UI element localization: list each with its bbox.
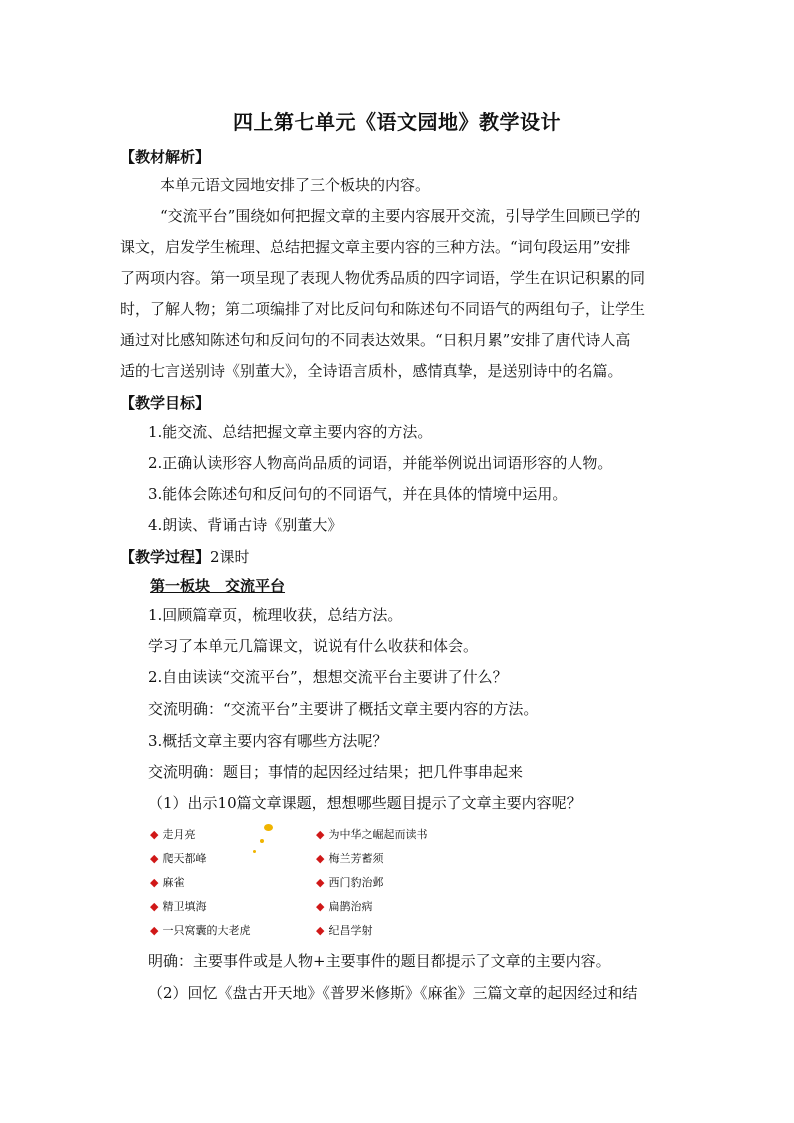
diamond-icon: ◆: [316, 852, 325, 865]
list-item: ◆ 扁鹊治病: [316, 900, 373, 913]
diamond-icon: ◆: [316, 924, 325, 937]
list-item: ◆ 西门豹治邺: [316, 876, 384, 889]
analysis-heading: 【教材解析】: [120, 148, 211, 166]
diamond-icon: ◆: [150, 828, 159, 841]
analysis-line-5: 通过对比感知陈述句和反问句的不同表达效果。“日积月累”安排了唐代诗人高: [120, 331, 631, 349]
list-item: ◆ 梅兰芳蓄须: [316, 852, 384, 865]
goals-heading: 【教学目标】: [120, 394, 211, 412]
diamond-icon: ◆: [150, 876, 159, 889]
goal-item-2: 2.正确认读形容人物高尚品质的词语，并能举例说出词语形容的人物。: [148, 454, 613, 472]
process-heading-row: [120, 546, 250, 568]
block1-title: 第一板块 交流平台: [150, 577, 286, 595]
goal-item-4: 4.朗读、背诵古诗《别董大》: [148, 516, 343, 534]
diamond-icon: ◆: [150, 924, 159, 937]
list-item: ◆ 爬天都峰: [150, 852, 207, 865]
list-item: ◆ 纪昌学射: [316, 924, 373, 937]
diamond-icon: ◆: [150, 900, 159, 913]
process-line-6: 交流明确：题目；事情的起因经过结果；把几件事串起来: [148, 763, 524, 781]
process-line-4: 交流明确：“交流平台”主要讲了概括文章主要内容的方法。: [148, 700, 539, 718]
goal-item-3: 3.能体会陈述句和反问句的不同语气，并在具体的情境中运用。: [148, 485, 568, 503]
analysis-line-1: “交流平台”围绕如何把握文章的主要内容展开交流，引导学生回顾已学的: [160, 207, 641, 225]
analysis-line-4: 时，了解人物；第二项编排了对比反问句和陈述句不同语气的两组句子，让学生: [120, 300, 646, 318]
analysis-paragraph-1: 本单元语文园地安排了三个板块的内容。: [160, 176, 431, 194]
analysis-line-3: 了两项内容。第一项呈现了表现人物优秀品质的四字词语，学生在识记积累的同: [120, 269, 646, 287]
process-line-5: 3.概括文章主要内容有哪些方法呢？: [148, 732, 388, 750]
diamond-icon: ◆: [316, 900, 325, 913]
decor-dot-icon: [253, 850, 256, 853]
decor-dot-icon: [264, 824, 273, 831]
list-item: ◆ 精卫填海: [150, 900, 207, 913]
decor-dot-icon: [260, 839, 264, 843]
list-item: ◆ 为中华之崛起而读书: [316, 828, 428, 841]
diamond-icon: ◆: [316, 828, 325, 841]
goal-item-1: 1.能交流、总结把握文章主要内容的方法。: [148, 423, 433, 441]
list-item: ◆ 麻雀: [150, 876, 185, 889]
list-item: ◆ 走月亮: [150, 828, 196, 841]
process-line-2: 学习了本单元几篇课文，说说有什么收获和体会。: [148, 637, 479, 655]
analysis-line-6: 适的七言送别诗《别董大》，全诗语言质朴，感情真挚，是送别诗中的名篇。: [120, 362, 623, 380]
analysis-line-2: 课文，启发学生梳理、总结把握文章主要内容的三种方法。“词句段运用”安排: [120, 238, 631, 256]
process-line-7: （1）出示10篇文章课题，想想哪些题目提示了文章主要内容呢？: [148, 794, 582, 812]
process-heading: 【教学过程】: [120, 548, 211, 566]
diamond-icon: ◆: [316, 876, 325, 889]
process-hours: 2课时: [210, 548, 250, 566]
diamond-icon: ◆: [150, 852, 159, 865]
closing-line-1: 明确：主要事件或是人物+主要事件的题目都提示了文章的主要内容。: [148, 952, 611, 970]
closing-line-2: （2）回忆《盘古开天地》《普罗米修斯》《麻雀》三篇文章的起因经过和结: [148, 984, 638, 1002]
process-line-3: 2.自由读读“交流平台”，想想交流平台主要讲了什么？: [148, 668, 508, 686]
process-line-1: 1.回顾篇章页，梳理收获，总结方法。: [148, 606, 403, 624]
page-title: 四上第七单元《语文园地》教学设计: [233, 110, 561, 134]
list-item: ◆ 一只窝囊的大老虎: [150, 924, 251, 937]
